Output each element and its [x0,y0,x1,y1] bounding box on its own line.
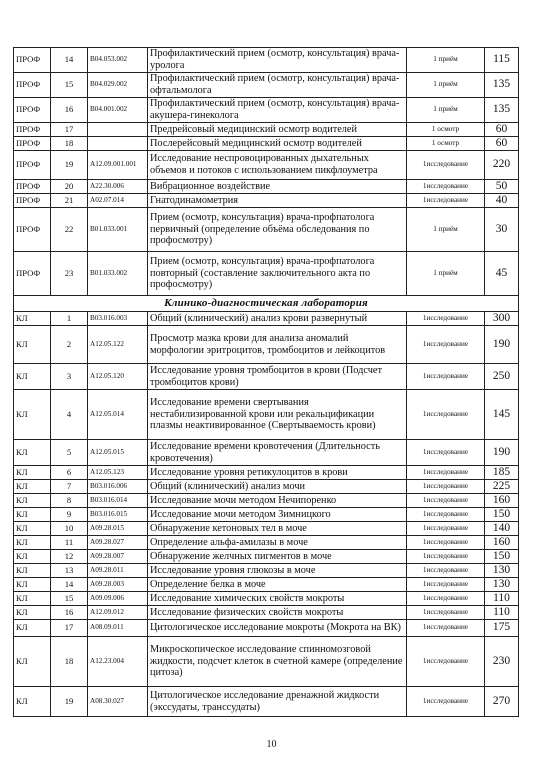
unit-cell: 1исследование [407,494,485,508]
table-row [14,390,519,440]
service-type-cell: КЛ [14,364,51,390]
service-name-cell: Цитологическое исследование мокроты (Мокрота на ВК) [148,620,407,637]
service-type-cell: КЛ [14,522,51,536]
price-cell: 160 [485,536,519,550]
price-cell: 150 [485,550,519,564]
service-name-cell: Цитологическое исследование дренажной жидкости (экссудаты, транссудаты) [148,687,407,717]
table-row [14,137,519,151]
price-cell: 45 [485,252,519,296]
row-number-cell: 21 [51,194,88,208]
unit-cell: 1исследование [407,687,485,717]
service-type-cell: КЛ [14,312,51,326]
service-name-cell: Гнатодинамометрия [148,194,407,208]
price-cell: 60 [485,137,519,151]
table-row [14,151,519,180]
price-cell: 150 [485,508,519,522]
price-cell: 185 [485,466,519,480]
row-number-cell: 8 [51,494,88,508]
unit-cell: 1 осмотр [407,123,485,137]
service-name-cell: Микроскопическое исследование спинномозговой жидкости, подсчет клеток в счетной камере (определение цитоза) [148,637,407,687]
row-number-cell: 15 [51,592,88,606]
row-number-cell: 4 [51,390,88,440]
table-row [14,606,519,620]
row-number-cell: 22 [51,208,88,252]
table-row [14,73,519,98]
unit-cell: 1исследование [407,550,485,564]
service-name-cell: Общий (клинический) анализ мочи [148,480,407,494]
row-number-cell: 20 [51,180,88,194]
service-type-cell: ПРОФ [14,123,51,137]
row-number-cell: 19 [51,151,88,180]
price-cell: 270 [485,687,519,717]
price-cell: 30 [485,208,519,252]
price-cell: 50 [485,180,519,194]
service-type-cell: КЛ [14,592,51,606]
service-name-cell: Исследование времени кровотечения (Длительность кровотечения) [148,440,407,466]
row-number-cell: 11 [51,536,88,550]
service-name-cell: Прием (осмотр, консультация) врача-профпатолога первичный (определение объёма обследования по профосмотру) [148,208,407,252]
service-name-cell: Определение альфа-амилазы в моче [148,536,407,550]
service-code-cell: A12.23.004 [88,637,148,687]
row-number-cell: 12 [51,550,88,564]
service-name-cell: Исследование физических свойств мокроты [148,606,407,620]
unit-cell: 1 приём [407,208,485,252]
service-type-cell: КЛ [14,564,51,578]
row-number-cell: 1 [51,312,88,326]
table-row [14,550,519,564]
table-row [14,592,519,606]
service-type-cell: КЛ [14,326,51,364]
service-name-cell: Исследование времени свертывания нестабилизированной крови или рекальцификации плазмы неактивированное (Свертываемость крови) [148,390,407,440]
service-code-cell: A09.28.007 [88,550,148,564]
service-name-cell: Обнаружение желчных пигментов в моче [148,550,407,564]
table-row [14,480,519,494]
price-cell: 220 [485,151,519,180]
row-number-cell: 13 [51,564,88,578]
price-cell: 190 [485,440,519,466]
service-name-cell: Определение белка в моче [148,578,407,592]
service-type-cell: КЛ [14,606,51,620]
row-number-cell: 14 [51,48,88,73]
service-name-cell: Исследование мочи методом Зимницкого [148,508,407,522]
service-type-cell: ПРОФ [14,180,51,194]
service-code-cell: A12.05.014 [88,390,148,440]
table-row [14,522,519,536]
price-cell: 225 [485,480,519,494]
table-row [14,326,519,364]
lab-section-header [14,296,519,312]
price-cell: 40 [485,194,519,208]
table-row [14,123,519,137]
service-name-cell: Исследование химических свойств мокроты [148,592,407,606]
table-row [14,208,519,252]
unit-cell: 1исследование [407,390,485,440]
table-row [14,564,519,578]
price-cell: 130 [485,578,519,592]
table-row [14,48,519,73]
table-row [14,440,519,466]
table-row [14,508,519,522]
row-number-cell: 17 [51,620,88,637]
service-code-cell: B04.029.002 [88,73,148,98]
unit-cell: 1исследование [407,592,485,606]
price-cell: 230 [485,637,519,687]
service-code-cell: B04.053.002 [88,48,148,73]
unit-cell: 1 приём [407,252,485,296]
table-row [14,687,519,717]
row-number-cell: 16 [51,98,88,123]
unit-cell: 1исследование [407,466,485,480]
service-type-cell: ПРОФ [14,48,51,73]
row-number-cell: 15 [51,73,88,98]
table-row [14,364,519,390]
service-name-cell: Общий (клинический) анализ крови развернутый [148,312,407,326]
service-code-cell: A09.28.015 [88,522,148,536]
table-row [14,536,519,550]
service-type-cell: КЛ [14,687,51,717]
price-list-table [13,47,519,717]
service-code-cell: A08.30.027 [88,687,148,717]
service-type-cell: КЛ [14,466,51,480]
unit-cell: 1 осмотр [407,137,485,151]
service-name-cell: Профилактический прием (осмотр, консультация) врача-уролога [148,48,407,73]
service-type-cell: КЛ [14,508,51,522]
service-name-cell: Исследование уровня глюкозы в моче [148,564,407,578]
row-number-cell: 7 [51,480,88,494]
service-code-cell: A09.28.011 [88,564,148,578]
price-cell: 130 [485,564,519,578]
service-code-cell: A12.09.001.001 [88,151,148,180]
unit-cell: 1исследование [407,480,485,494]
service-type-cell: ПРОФ [14,137,51,151]
service-code-cell: B03.016.015 [88,508,148,522]
unit-cell: 1исследование [407,536,485,550]
price-cell: 140 [485,522,519,536]
service-type-cell: КЛ [14,620,51,637]
price-cell: 145 [485,390,519,440]
service-code-cell: A09.28.027 [88,536,148,550]
row-number-cell: 19 [51,687,88,717]
unit-cell: 1исследование [407,440,485,466]
unit-cell: 1 приём [407,98,485,123]
lab-services-section [14,312,519,717]
price-cell: 300 [485,312,519,326]
row-number-cell: 5 [51,440,88,466]
unit-cell: 1исследование [407,194,485,208]
price-cell: 160 [485,494,519,508]
unit-cell: 1исследование [407,151,485,180]
price-cell: 135 [485,73,519,98]
row-number-cell: 3 [51,364,88,390]
service-type-cell: КЛ [14,440,51,466]
section-title: Клинико-диагностическая лаборатория [14,296,519,312]
service-name-cell: Профилактический прием (осмотр, консультация) врача-акушера-гинеколога [148,98,407,123]
service-type-cell: КЛ [14,536,51,550]
service-type-cell: ПРОФ [14,73,51,98]
row-number-cell: 18 [51,137,88,151]
service-code-cell: A09.28.003 [88,578,148,592]
service-code-cell: A12.09.012 [88,606,148,620]
service-name-cell: Профилактический прием (осмотр, консультация) врача-офтальмолога [148,73,407,98]
service-type-cell: КЛ [14,550,51,564]
service-code-cell: B01.033.002 [88,252,148,296]
prof-services-section [14,48,519,296]
service-type-cell: ПРОФ [14,98,51,123]
unit-cell: 1исследование [407,326,485,364]
service-type-cell: КЛ [14,578,51,592]
table-row [14,98,519,123]
service-name-cell: Обнаружение кетоновых тел в моче [148,522,407,536]
service-type-cell: КЛ [14,480,51,494]
service-name-cell: Исследование уровня ретикулоцитов в крови [148,466,407,480]
table-row [14,578,519,592]
service-code-cell: A22.30.006 [88,180,148,194]
service-name-cell: Просмотр мазка крови для анализа аномалий морфологии эритроцитов, тромбоцитов и лейкоцитов [148,326,407,364]
unit-cell: 1исследование [407,637,485,687]
service-code-cell: A12.05.120 [88,364,148,390]
row-number-cell: 6 [51,466,88,480]
table-row [14,180,519,194]
unit-cell: 1 приём [407,73,485,98]
table-row [14,637,519,687]
service-type-cell: ПРОФ [14,194,51,208]
table-row [14,194,519,208]
service-type-cell: ПРОФ [14,252,51,296]
row-number-cell: 16 [51,606,88,620]
price-cell: 250 [485,364,519,390]
row-number-cell: 14 [51,578,88,592]
service-code-cell: A08.09.011 [88,620,148,637]
row-number-cell: 17 [51,123,88,137]
service-type-cell: КЛ [14,637,51,687]
row-number-cell: 9 [51,508,88,522]
service-code-cell: A12.05.122 [88,326,148,364]
service-code-cell: B03.016.003 [88,312,148,326]
service-name-cell: Исследование неспровоцированных дыхательных объемов и потоков с использованием пикфлоуметра [148,151,407,180]
unit-cell: 1исследование [407,564,485,578]
service-code-cell: A12.05.123 [88,466,148,480]
service-code-cell: A09.09.006 [88,592,148,606]
service-code-cell [88,123,148,137]
unit-cell: 1исследование [407,522,485,536]
row-number-cell: 23 [51,252,88,296]
price-cell: 115 [485,48,519,73]
service-name-cell: Вибрационное воздействие [148,180,407,194]
service-code-cell: B04.001.002 [88,98,148,123]
row-number-cell: 10 [51,522,88,536]
unit-cell: 1исследование [407,312,485,326]
service-name-cell: Исследование уровня тромбоцитов в крови (Подсчет тромбоцитов крови) [148,364,407,390]
unit-cell: 1исследование [407,508,485,522]
service-type-cell: КЛ [14,494,51,508]
unit-cell: 1исследование [407,364,485,390]
section-header-row [14,296,519,312]
service-name-cell: Прием (осмотр, консультация) врача-профпатолога повторный (составление заключительного акта по профосмотру) [148,252,407,296]
unit-cell: 1 приём [407,48,485,73]
price-cell: 175 [485,620,519,637]
price-cell: 110 [485,606,519,620]
unit-cell: 1исследование [407,606,485,620]
price-cell: 190 [485,326,519,364]
service-name-cell: Послерейсовый медицинский осмотр водителей [148,137,407,151]
service-code-cell [88,137,148,151]
table-row [14,252,519,296]
row-number-cell: 2 [51,326,88,364]
service-code-cell: B01.033.001 [88,208,148,252]
service-name-cell: Исследование мочи методом Нечипоренко [148,494,407,508]
unit-cell: 1исследование [407,180,485,194]
price-cell: 110 [485,592,519,606]
service-name-cell: Предрейсовый медицинский осмотр водителей [148,123,407,137]
page-number: 10 [266,739,277,750]
service-type-cell: ПРОФ [14,151,51,180]
service-code-cell: B03.016.014 [88,494,148,508]
unit-cell: 1исследование [407,620,485,637]
price-cell: 60 [485,123,519,137]
table-row [14,494,519,508]
row-number-cell: 18 [51,637,88,687]
table-row [14,312,519,326]
unit-cell: 1исследование [407,578,485,592]
service-type-cell: ПРОФ [14,208,51,252]
service-code-cell: A02.07.014 [88,194,148,208]
table-row [14,620,519,637]
service-code-cell: A12.05.015 [88,440,148,466]
service-code-cell: B03.016.006 [88,480,148,494]
price-cell: 135 [485,98,519,123]
service-type-cell: КЛ [14,390,51,440]
table-row [14,466,519,480]
